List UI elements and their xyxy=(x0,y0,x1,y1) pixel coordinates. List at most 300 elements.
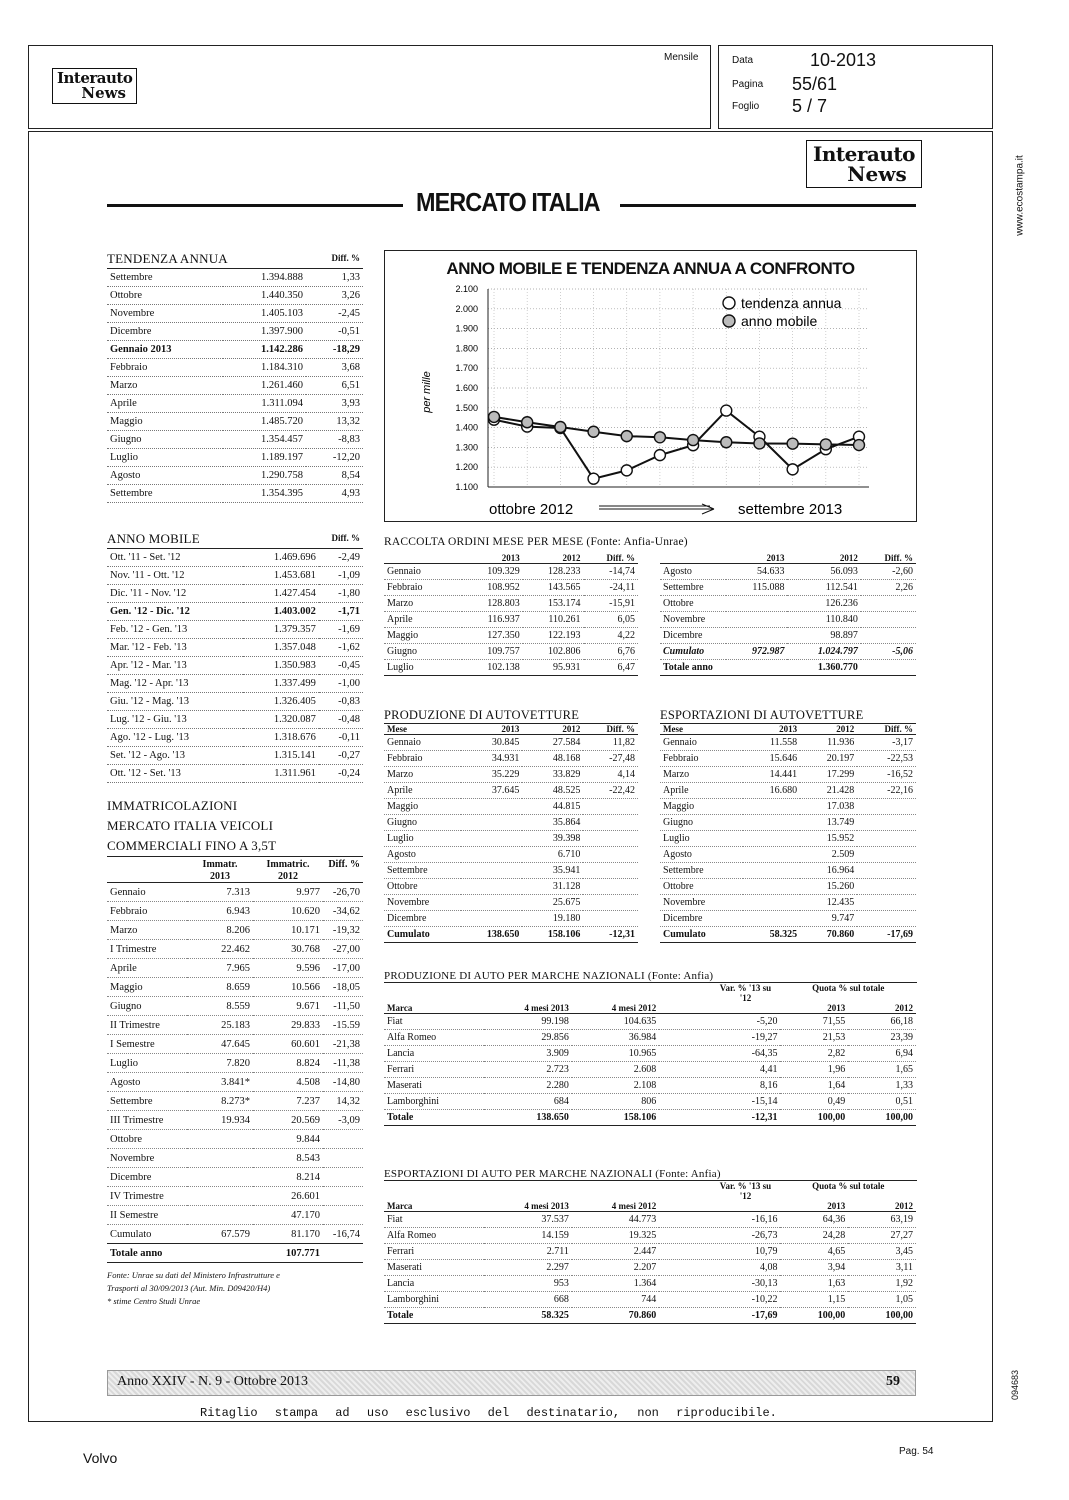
imm-h1-text: Immatr. 2013 xyxy=(202,859,238,882)
prod-marche-title: PRODUZIONE DI AUTO PER MARCHE NAZIONALI (Fonte: Anfia) xyxy=(384,970,917,983)
exp-marche-row-cell: 19.325 xyxy=(572,1228,659,1244)
imm-row-cell: 22.462 xyxy=(187,940,253,959)
exp-marche-row-cell: 744 xyxy=(572,1292,659,1308)
exp-h3: Diff. % xyxy=(857,724,916,735)
esportazioni-row-cell: 15.952 xyxy=(800,831,857,847)
produzione-row-cell xyxy=(583,879,638,895)
exp-marche-row-cell: Totale xyxy=(384,1308,484,1324)
imm-row-cell: -3,09 xyxy=(323,1111,363,1130)
chart-line-anno-mobile xyxy=(494,417,859,445)
imm-row xyxy=(107,1149,363,1168)
exp-marche-row-cell: 2.447 xyxy=(572,1244,659,1260)
anno-mobile-row-cell: -0,24 xyxy=(319,765,363,783)
prod-marche-row xyxy=(384,1110,916,1126)
chart-ytick-label: 1.400 xyxy=(455,422,478,433)
tendenza-row-cell: Ottobre xyxy=(107,287,223,305)
raccolta-section xyxy=(384,536,917,673)
exp-marche-row-cell: 3,11 xyxy=(848,1260,916,1276)
raccolta-row-cell: 1.360.770 xyxy=(787,660,860,676)
esportazioni-row-cell: 20.197 xyxy=(800,751,857,767)
raccolta-row-cell: 98.897 xyxy=(787,628,860,644)
produzione-row-cell: Dicembre xyxy=(384,911,461,927)
imm-row-cell: 67.579 xyxy=(187,1225,253,1244)
esportazioni-row-cell xyxy=(857,895,916,911)
raccolta-row xyxy=(660,580,916,596)
tendenza-row-cell: 1.142.286 xyxy=(223,341,306,359)
chart-point-anno-mobile xyxy=(721,437,732,448)
tendenza-table xyxy=(107,250,363,503)
raccolta-row-cell: Novembre xyxy=(660,612,726,628)
raccolta-l-h3: Diff. % xyxy=(584,553,638,564)
imm-title-2: MERCATO ITALIA VEICOLI xyxy=(107,818,274,833)
tendenza-row-cell: Luglio xyxy=(107,449,223,467)
tendenza-row-cell: 3,26 xyxy=(306,287,363,305)
chart-point-anno-mobile xyxy=(754,438,765,449)
raccolta-row xyxy=(384,660,638,676)
exp-marche-row-cell: 10,79 xyxy=(659,1244,780,1260)
chart-ytick-label: 1.800 xyxy=(455,343,478,354)
disclaimer: Ritaglio stampa ad uso esclusivo del destinatario, non riproducibile. xyxy=(200,1406,777,1420)
tendenza-row-cell: 1.440.350 xyxy=(223,287,306,305)
em-quota-h: Quota % sul totale xyxy=(812,1181,885,1191)
produzione-row-cell: 39.398 xyxy=(522,831,583,847)
produzione-row xyxy=(384,911,638,927)
anno-mobile-row-cell: -2,49 xyxy=(319,549,363,567)
exp-marche-row-cell: -30,13 xyxy=(659,1276,780,1292)
esportazioni-row xyxy=(660,911,916,927)
imm-row-cell: -15.59 xyxy=(323,1016,363,1035)
exp-h0: Mese xyxy=(660,724,743,735)
produzione-row xyxy=(384,927,638,943)
prod-h0: Mese xyxy=(384,724,461,735)
anno-mobile-row xyxy=(107,675,363,693)
tendenza-row-cell: Gennaio 2013 xyxy=(107,341,223,359)
imm-row-cell: 7.965 xyxy=(187,959,253,978)
prod-marche-row-cell: -64,35 xyxy=(659,1046,780,1062)
anno-mobile-row-cell: -1,00 xyxy=(319,675,363,693)
esportazioni-row-cell: 12.435 xyxy=(800,895,857,911)
raccolta-row-cell: 95.931 xyxy=(523,660,584,676)
chart-ytick-label: 1.600 xyxy=(455,383,478,393)
anno-mobile-row xyxy=(107,603,363,621)
imm-title-1: IMMATRICOLAZIONI xyxy=(107,798,238,813)
anno-mobile-row xyxy=(107,585,363,603)
raccolta-row-cell: -5,06 xyxy=(861,644,916,660)
tendenza-diff-header: Diff. % xyxy=(331,253,360,263)
raccolta-row-cell: -24,11 xyxy=(584,580,638,596)
produzione-row xyxy=(384,847,638,863)
produzione-row-cell xyxy=(461,911,522,927)
tendenza-row-cell: 1.485.720 xyxy=(223,413,306,431)
exp-marche-row-cell: 668 xyxy=(484,1292,571,1308)
raccolta-row-cell: 4,22 xyxy=(584,628,638,644)
esportazioni-row xyxy=(660,927,916,943)
produzione-row-cell: 25.675 xyxy=(522,895,583,911)
chart-point-anno-mobile xyxy=(621,431,632,442)
esportazioni-row-cell xyxy=(743,831,800,847)
tendenza-row xyxy=(107,359,363,377)
imm-row xyxy=(107,1225,363,1244)
exp-marche-row-cell: 24,28 xyxy=(780,1228,848,1244)
produzione-row-cell: Giugno xyxy=(384,815,461,831)
esportazioni-row-cell xyxy=(743,863,800,879)
esportazioni-row-cell: Dicembre xyxy=(660,911,743,927)
tendenza-row xyxy=(107,305,363,323)
imm-row-cell: 4.508 xyxy=(253,1073,323,1092)
anno-mobile-row xyxy=(107,639,363,657)
em-h0: Marca xyxy=(384,1201,484,1212)
produzione-row xyxy=(384,735,638,751)
prod-marche-row-cell: -15,14 xyxy=(659,1094,780,1110)
chart-legend-label: anno mobile xyxy=(741,313,818,329)
anno-mobile-row xyxy=(107,549,363,567)
esportazioni-row xyxy=(660,847,916,863)
prod-marche-row-cell: Totale xyxy=(384,1110,484,1126)
raccolta-row-cell: 109.757 xyxy=(462,644,523,660)
imm-row-cell: 107.771 xyxy=(253,1244,323,1263)
imm-row-cell xyxy=(323,1187,363,1206)
raccolta-row xyxy=(384,580,638,596)
chart-point-tendenza xyxy=(654,450,665,461)
exp-marche-row-cell: 70.860 xyxy=(572,1308,659,1324)
exp-marche-row-cell: 1.364 xyxy=(572,1276,659,1292)
prod-marche-row xyxy=(384,1078,916,1094)
exp-marche-row-cell: 64,36 xyxy=(780,1212,848,1228)
anno-mobile-row-cell: 1.469.696 xyxy=(243,549,319,567)
imm-row xyxy=(107,1130,363,1149)
tendenza-row xyxy=(107,341,363,359)
imm-row-cell: 9.844 xyxy=(253,1130,323,1149)
esportazioni-row-cell: Maggio xyxy=(660,799,743,815)
anno-mobile-row-cell: Dic. '11 - Nov. '12 xyxy=(107,585,243,603)
raccolta-right xyxy=(660,553,916,676)
exp-marche-row-cell: 27,27 xyxy=(848,1228,916,1244)
esportazioni-row-cell: 9.747 xyxy=(800,911,857,927)
esportazioni-row-cell xyxy=(743,815,800,831)
prod-marche-row-cell: 6,94 xyxy=(848,1046,916,1062)
raccolta-row-cell: 112.541 xyxy=(787,580,860,596)
esportazioni-row-cell xyxy=(857,815,916,831)
prod-marche-row-cell: 29.856 xyxy=(484,1030,571,1046)
esportazioni-row-cell xyxy=(743,847,800,863)
esportazioni-row-cell: 17.299 xyxy=(800,767,857,783)
imm-row xyxy=(107,883,363,902)
imm-row-cell xyxy=(187,1168,253,1187)
tendenza-row-cell: 1.189.197 xyxy=(223,449,306,467)
prod-marche-row-cell: 23,39 xyxy=(848,1030,916,1046)
raccolta-row-cell: 6,05 xyxy=(584,612,638,628)
anno-mobile-row xyxy=(107,729,363,747)
chart-legend-marker xyxy=(723,297,735,309)
raccolta-row-cell xyxy=(726,612,787,628)
imm-row-cell: 7.237 xyxy=(253,1092,323,1111)
pm-h5: 2013 xyxy=(780,1003,848,1014)
exp-marche-row-cell: 14.159 xyxy=(484,1228,571,1244)
anno-mobile-row-cell: 1.357.048 xyxy=(243,639,319,657)
anno-mobile-row-cell: 1.318.676 xyxy=(243,729,319,747)
imm-row-cell: Maggio xyxy=(107,978,187,997)
produzione-row-cell: -27,48 xyxy=(583,751,638,767)
foglio-label: Foglio xyxy=(732,101,760,112)
imm-row-cell: Cumulato xyxy=(107,1225,187,1244)
tendenza-row-cell: 1.354.395 xyxy=(223,485,306,503)
esportazioni-row-cell xyxy=(857,911,916,927)
raccolta-row-cell: 54.633 xyxy=(726,564,787,580)
imm-row-cell: 8.206 xyxy=(187,921,253,940)
anno-mobile-row xyxy=(107,621,363,639)
raccolta-row xyxy=(384,612,638,628)
imm-row-cell: -27,00 xyxy=(323,940,363,959)
anno-mobile-row-cell: Lug. '12 - Giu. '13 xyxy=(107,711,243,729)
esportazioni-row-cell: 21.428 xyxy=(800,783,857,799)
anno-mobile-row xyxy=(107,657,363,675)
exp-marche-row-cell: Lamborghini xyxy=(384,1292,484,1308)
raccolta-row xyxy=(660,644,916,660)
esportazioni-row-cell: Cumulato xyxy=(660,927,743,943)
raccolta-row-cell: 102.806 xyxy=(523,644,584,660)
anno-mobile-row-cell: 1.453.681 xyxy=(243,567,319,585)
raccolta-row xyxy=(660,612,916,628)
raccolta-row-cell: 116.937 xyxy=(462,612,523,628)
tendenza-row-cell: 1.394.888 xyxy=(223,269,306,287)
produzione-row-cell: Novembre xyxy=(384,895,461,911)
produzione-row xyxy=(384,751,638,767)
tendenza-row xyxy=(107,287,363,305)
produzione-row-cell xyxy=(461,815,522,831)
chart-point-anno-mobile xyxy=(522,417,533,428)
raccolta-row-cell: 153.174 xyxy=(523,596,584,612)
imm-row-cell: -16,74 xyxy=(323,1225,363,1244)
prod-marche-row xyxy=(384,1014,916,1030)
imm-row-cell: -14,80 xyxy=(323,1073,363,1092)
anno-mobile-row-cell: Ago. '12 - Lug. '13 xyxy=(107,729,243,747)
exp-marche-table xyxy=(384,1181,916,1324)
esportazioni-row-cell: 11.936 xyxy=(800,735,857,751)
tendenza-row xyxy=(107,269,363,287)
pagina-label: Pagina xyxy=(732,79,764,90)
tendenza-row xyxy=(107,467,363,485)
imm-row xyxy=(107,1073,363,1092)
esportazioni-row-cell: 2.509 xyxy=(800,847,857,863)
imm-row-cell: Ottobre xyxy=(107,1130,187,1149)
imm-row-cell xyxy=(323,1149,363,1168)
exp-marche-row xyxy=(384,1308,916,1324)
data-value: 10-2013 xyxy=(810,50,877,70)
tendenza-row-cell: Dicembre xyxy=(107,323,223,341)
raccolta-row-cell xyxy=(726,660,787,676)
chart-point-tendenza xyxy=(721,405,732,416)
tendenza-row xyxy=(107,323,363,341)
exp-marche-row-cell: 58.325 xyxy=(484,1308,571,1324)
esportazioni-row-cell xyxy=(857,863,916,879)
tendenza-row-cell: 1.354.457 xyxy=(223,431,306,449)
raccolta-row-cell: Totale anno xyxy=(660,660,726,676)
produzione-row-cell xyxy=(461,847,522,863)
chart-point-anno-mobile xyxy=(489,411,500,422)
chart-ytick-label: 1.100 xyxy=(455,482,478,492)
imm-row-cell: 10.171 xyxy=(253,921,323,940)
exp-marche-row-cell: 1,92 xyxy=(848,1276,916,1292)
exp-marche-row-cell: -10,22 xyxy=(659,1292,780,1308)
produzione-row-cell xyxy=(583,815,638,831)
anno-mobile-row-cell: 1.379.357 xyxy=(243,621,319,639)
side-website: www.ecostampa.it xyxy=(1014,155,1026,236)
imm-h2 xyxy=(253,859,323,883)
prod-marche-row-cell: 1,65 xyxy=(848,1062,916,1078)
tendenza-row-cell: -2,45 xyxy=(306,305,363,323)
chart-ytick-label: 1.200 xyxy=(455,462,478,473)
chart-xlabel-left: ottobre 2012 xyxy=(489,501,574,518)
produzione-row-cell: Marzo xyxy=(384,767,461,783)
esportazioni-row xyxy=(660,831,916,847)
raccolta-row-cell: Gennaio xyxy=(384,564,462,580)
anno-mobile-row-cell: Set. '12 - Ago. '13 xyxy=(107,747,243,765)
produzione-row-cell: Febbraio xyxy=(384,751,461,767)
prod-marche-row-cell: -12,31 xyxy=(659,1110,780,1126)
tendenza-row-cell: 1,33 xyxy=(306,269,363,287)
imm-row xyxy=(107,1092,363,1111)
produzione-row-cell xyxy=(583,799,638,815)
imm-row xyxy=(107,959,363,978)
esportazioni-row-cell: 11.558 xyxy=(743,735,800,751)
imm-note-2: Trasporti al 30/09/2013 (Aut. Min. D09420/H4) xyxy=(107,1283,271,1293)
tendenza-row-cell: Febbraio xyxy=(107,359,223,377)
imm-row-cell: 9.596 xyxy=(253,959,323,978)
raccolta-row xyxy=(660,564,916,580)
exp-marche-row-cell: -26,73 xyxy=(659,1228,780,1244)
prod-marche-row-cell: 1,96 xyxy=(780,1062,848,1078)
chart-legend-marker xyxy=(723,315,735,327)
exp-marche-row xyxy=(384,1228,916,1244)
prod-marche-row-cell: -19,27 xyxy=(659,1030,780,1046)
anno-mobile-row-cell: Mag. '12 - Apr. '13 xyxy=(107,675,243,693)
esportazioni-row-cell xyxy=(857,799,916,815)
imm-row-cell: Giugno xyxy=(107,997,187,1016)
prod-marche-row-cell: 71,55 xyxy=(780,1014,848,1030)
anno-mobile-row-cell: -0,48 xyxy=(319,711,363,729)
tendenza-row-cell: Marzo xyxy=(107,377,223,395)
chart-point-anno-mobile xyxy=(854,440,865,451)
prod-marche-row-cell: -5,20 xyxy=(659,1014,780,1030)
chart-ytick-label: 1.500 xyxy=(455,402,478,413)
anno-mobile-row-cell: 1.320.087 xyxy=(243,711,319,729)
produzione-row-cell xyxy=(583,911,638,927)
esportazioni-row xyxy=(660,735,916,751)
produzione-row-cell: 158.106 xyxy=(522,927,583,943)
esportazioni-row-cell: 70.860 xyxy=(800,927,857,943)
imm-row-cell: Agosto xyxy=(107,1073,187,1092)
produzione-row-cell: 27.584 xyxy=(522,735,583,751)
em-h5: 2013 xyxy=(780,1201,848,1212)
prod-marche-row-cell: Ferrari xyxy=(384,1062,484,1078)
imm-h1 xyxy=(187,859,253,883)
produzione-row-cell xyxy=(583,847,638,863)
tendenza-row-cell: -12,20 xyxy=(306,449,363,467)
exp-marche-row-cell: 37.537 xyxy=(484,1212,571,1228)
produzione-row xyxy=(384,831,638,847)
raccolta-row-cell: Febbraio xyxy=(384,580,462,596)
raccolta-row-cell: Marzo xyxy=(384,596,462,612)
exp-marche-row-cell: -17,69 xyxy=(659,1308,780,1324)
imm-row-cell xyxy=(187,1244,253,1263)
prod-marche-row-cell: 36.984 xyxy=(572,1030,659,1046)
raccolta-row-cell: 1.024.797 xyxy=(787,644,860,660)
imm-row-cell xyxy=(187,1187,253,1206)
produzione-row-cell: Cumulato xyxy=(384,927,461,943)
prod-h2: 2012 xyxy=(522,724,583,735)
exp-marche-row-cell: Ferrari xyxy=(384,1244,484,1260)
imm-row-cell: 6.943 xyxy=(187,902,253,921)
raccolta-row-cell: 115.088 xyxy=(726,580,787,596)
imm-row-cell: 9.977 xyxy=(253,883,323,902)
imm-row-cell: 47.170 xyxy=(253,1206,323,1225)
prod-marche-section xyxy=(384,970,917,1126)
esportazioni-row-cell: 13.749 xyxy=(800,815,857,831)
esportazioni-row-cell xyxy=(857,831,916,847)
raccolta-row xyxy=(384,644,638,660)
imm-note-1: Fonte: Unrae su dati del Ministero Infrastrutture e xyxy=(107,1270,280,1280)
prod-marche-row-cell: 2.280 xyxy=(484,1078,571,1094)
chart-ytick-label: 1.900 xyxy=(455,323,478,334)
imm-row-cell: 8.543 xyxy=(253,1149,323,1168)
tendenza-row-cell: 1.405.103 xyxy=(223,305,306,323)
em-h2: 4 mesi 2012 xyxy=(572,1201,659,1212)
pm-var-h xyxy=(659,983,780,1003)
section-title: MERCATO ITALIA xyxy=(416,187,600,217)
imm-note xyxy=(107,1269,363,1308)
imm-row-cell: Luglio xyxy=(107,1054,187,1073)
exp-marche-row xyxy=(384,1276,916,1292)
raccolta-row-cell: Ottobre xyxy=(660,596,726,612)
esportazioni-row-cell: Marzo xyxy=(660,767,743,783)
raccolta-row-cell: Cumulato xyxy=(660,644,726,660)
prod-marche-row-cell: 104.635 xyxy=(572,1014,659,1030)
prod-marche-row xyxy=(384,1062,916,1078)
imm-row-cell: Dicembre xyxy=(107,1168,187,1187)
raccolta-l-h2: 2012 xyxy=(523,553,584,564)
imm-row-cell: 81.170 xyxy=(253,1225,323,1244)
prod-marche-row-cell: 2,82 xyxy=(780,1046,848,1062)
esportazioni-row-cell: Agosto xyxy=(660,847,743,863)
produzione-row xyxy=(384,767,638,783)
chart-title: ANNO MOBILE E TENDENZA ANNUA A CONFRONTO xyxy=(446,259,855,278)
raccolta-row-cell: -14,74 xyxy=(584,564,638,580)
raccolta-row-cell: 126.236 xyxy=(787,596,860,612)
esportazioni-row-cell xyxy=(743,911,800,927)
esportazioni-row-cell: 16.964 xyxy=(800,863,857,879)
imm-row xyxy=(107,902,363,921)
imm-row-cell xyxy=(187,1130,253,1149)
section-rule-left xyxy=(107,204,403,207)
imm-row xyxy=(107,1016,363,1035)
raccolta-row-cell: 6,76 xyxy=(584,644,638,660)
periodicity: Mensile xyxy=(664,52,699,63)
imm-title-3: COMMERCIALI FINO A 3,5T xyxy=(107,836,363,857)
produzione-row-cell: 33.829 xyxy=(522,767,583,783)
imm-row-cell: 14,32 xyxy=(323,1092,363,1111)
imm-row-cell xyxy=(323,1244,363,1263)
chart-point-tendenza xyxy=(588,473,599,484)
produzione-row-cell xyxy=(461,831,522,847)
raccolta-row-cell: 109.329 xyxy=(462,564,523,580)
anno-mobile-row-cell: 1.427.454 xyxy=(243,585,319,603)
imm-row-cell: -17,00 xyxy=(323,959,363,978)
raccolta-row-cell: 122.193 xyxy=(523,628,584,644)
imm-row-cell: 26.601 xyxy=(253,1187,323,1206)
produzione-table xyxy=(384,723,638,943)
raccolta-row-cell: 128.803 xyxy=(462,596,523,612)
produzione-row-cell: 48.168 xyxy=(522,751,583,767)
